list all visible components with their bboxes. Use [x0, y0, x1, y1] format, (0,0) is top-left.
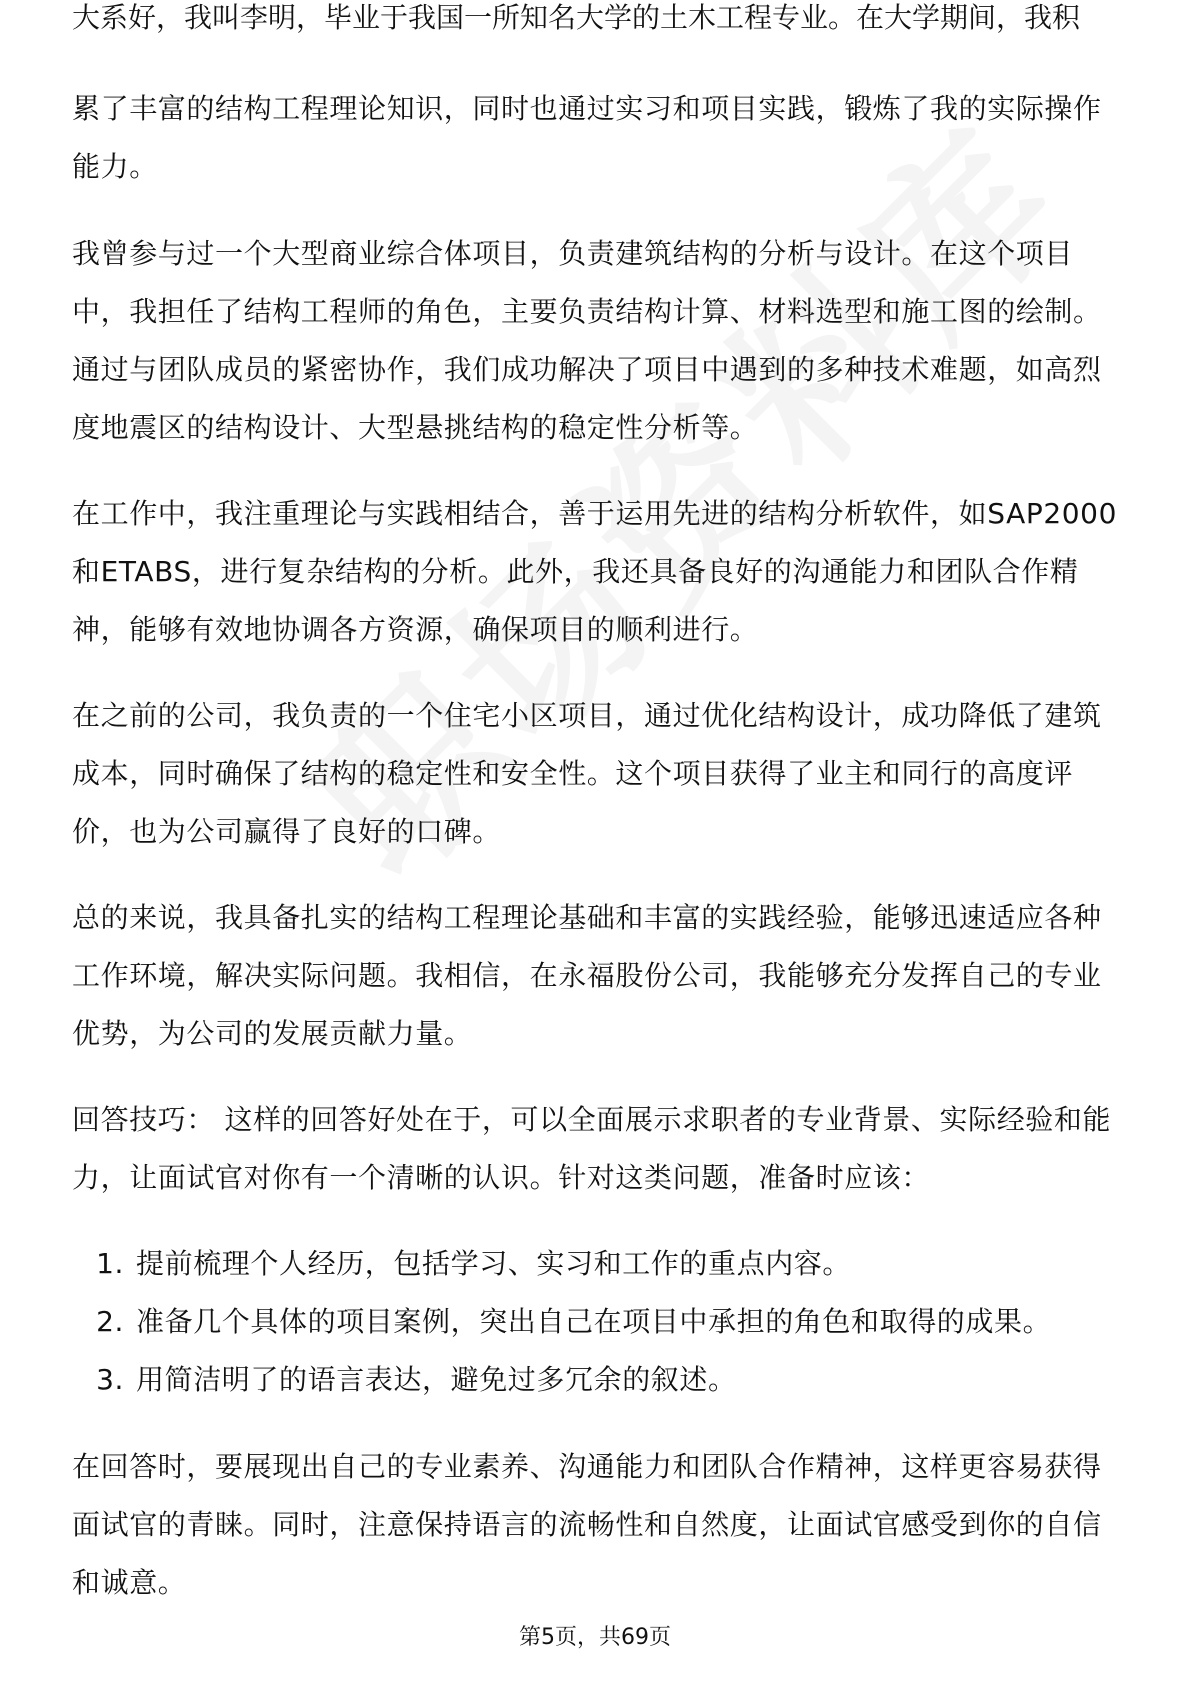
paragraph-summary: 总的来说，我具备扎实的结构工程理论基础和丰富的实践经验，能够迅速适应各种工作环境，解决实际问题。我相信，在永福股份公司，我能够充分发挥自己的专业优势，为公司的发展贡献力量。	[72, 901, 1102, 1050]
paragraph-previous-company: 在之前的公司，我负责的一个住宅小区项目，通过优化结构设计，成功降低了建筑成本，同时确保了结构的稳定性和安全性。这个项目获得了业主和同行的高度评价，也为公司赢得了良好的口碑。	[72, 699, 1102, 848]
paragraph-work-skills: 在工作中，我注重理论与实践相结合，善于运用先进的结构分析软件，如SAP2000和ETABS，进行复杂结构的分析。此外，我还具备良好的沟通能力和团队合作精神，能够有效地协调各方资源，确保项目的顺利进行。	[72, 497, 1117, 646]
list-item-number: 1.	[96, 1247, 124, 1280]
list-item-number: 2.	[96, 1305, 124, 1338]
cut-off-line	[72, 1, 1122, 55]
list-item	[72, 1293, 1122, 1351]
list-item-number: 3.	[96, 1363, 124, 1396]
list-item-text: 用简洁明了的语言表达，避免过多冗余的叙述。	[136, 1363, 737, 1396]
list-item-text: 准备几个具体的项目案例，突出自己在项目中承担的角色和取得的成果。	[136, 1305, 1052, 1338]
paragraph-project-experience: 我曾参与过一个大型商业综合体项目，负责建筑结构的分析与设计。在这个项目中，我担任了结构工程师的角色，主要负责结构计算、材料选型和施工图的绘制。通过与团队成员的紧密协作，我们成功解决了项目中遇到的多种技术难题，如高烈度地震区的结构设计、大型悬挑结构的稳定性分析等。	[72, 237, 1102, 444]
list-item-text: 提前梳理个人经历，包括学习、实习和工作的重点内容。	[136, 1247, 852, 1280]
cut-off-line-text: 大系好，我叫李明，毕业于我国一所知名大学的土木工程专业。在大学期间，我积	[72, 1, 1081, 34]
page-number: 第5页，共69页	[519, 1625, 671, 1650]
list-item	[72, 1351, 1122, 1409]
paragraph-education: 累了丰富的结构工程理论知识，同时也通过实习和项目实践，锻炼了我的实际操作能力。	[72, 92, 1102, 183]
paragraph-answer-tips: 回答技巧： 这样的回答好处在于，可以全面展示求职者的专业背景、实际经验和能力，让面试官对你有一个清晰的认识。针对这类问题，准备时应该：	[72, 1103, 1112, 1194]
tips-list	[72, 1235, 1122, 1409]
list-item	[72, 1235, 1122, 1293]
paragraph-closing: 在回答时，要展现出自己的专业素养、沟通能力和团队合作精神，这样更容易获得面试官的青睐。同时，注意保持语言的流畅性和自然度，让面试官感受到你的自信和诚意。	[72, 1450, 1102, 1599]
